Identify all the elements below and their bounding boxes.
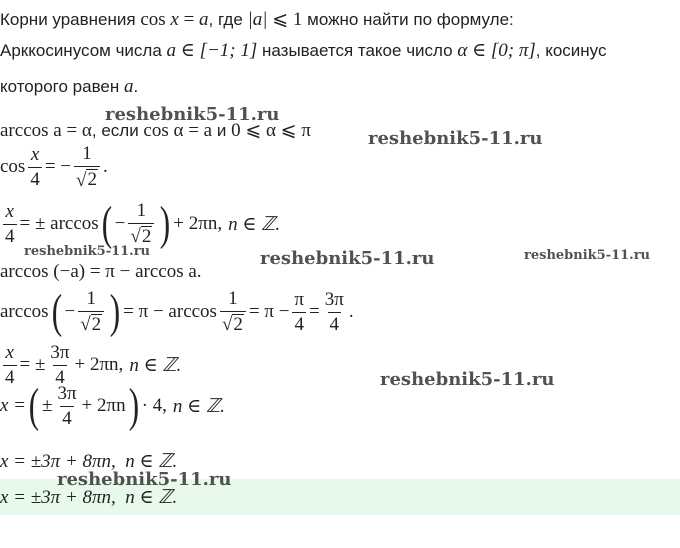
- fraction-3pi-over-4: [323, 290, 346, 335]
- fraction-x-over-4: [3, 202, 17, 247]
- numerator: 1: [82, 143, 92, 164]
- watermark: reshebnik5-11.ru: [260, 248, 435, 269]
- math-tail: + 2πn,: [173, 213, 223, 234]
- numerator: 3π: [324, 288, 344, 310]
- denominator: 4: [329, 313, 340, 335]
- numerator: 1: [228, 287, 238, 309]
- math-arccos: arccos: [0, 301, 49, 322]
- denominator: √ 2: [78, 311, 104, 336]
- intro-line-2: [0, 39, 607, 62]
- equation-step-2: [0, 197, 281, 250]
- right-paren: ): [109, 285, 121, 338]
- numerator: 3π: [57, 382, 77, 404]
- math-eq-arccos: = ± arccos: [19, 213, 99, 234]
- math-minus: −: [64, 301, 76, 322]
- denominator: √ 2: [220, 311, 246, 336]
- intro-line-3: [0, 76, 138, 98]
- math-var-a: a: [199, 9, 209, 30]
- denominator: 4: [55, 366, 65, 388]
- watermark: reshebnik5-11.ru: [105, 104, 280, 125]
- math-minus: −: [114, 213, 126, 234]
- math-range: 0 ⩽ α ⩽ π: [231, 120, 311, 141]
- fraction-1-over-sqrt2: [220, 289, 246, 336]
- radicand: 2: [87, 168, 97, 190]
- equation-step-3: [0, 261, 202, 283]
- math-times-4: · 4,: [141, 395, 167, 416]
- equation-step-1: [0, 144, 108, 191]
- radicand: 2: [233, 313, 243, 335]
- def-text: и: [212, 121, 232, 140]
- math-cos-alpha: cos α = a: [143, 120, 213, 141]
- math-eq: =: [178, 9, 200, 30]
- intro-text: которого равен: [0, 77, 124, 96]
- math-eq: = −: [44, 156, 72, 178]
- denominator: √ 2: [128, 223, 154, 248]
- left-paren: (: [51, 285, 62, 338]
- math-interval-a: a ∈ [−1; 1]: [166, 40, 258, 61]
- numerator: x: [5, 342, 14, 363]
- denominator: 4: [30, 168, 40, 190]
- watermark: reshebnik5-11.ru: [524, 248, 651, 263]
- math-n-in-z: n ∈ ℤ.: [125, 487, 178, 508]
- equation-step-6: [0, 379, 225, 432]
- numerator: x: [5, 200, 14, 222]
- fraction-pi-over-4: [292, 290, 306, 335]
- watermark: reshebnik5-11.ru: [57, 469, 232, 490]
- intro-text: Корни уравнения: [0, 10, 141, 29]
- math-var-a: a: [124, 76, 134, 97]
- denominator: 4: [62, 407, 72, 429]
- left-paren: (: [101, 197, 112, 250]
- math-n-in-z: n ∈ ℤ.: [172, 395, 225, 417]
- math-cos: cos: [140, 9, 166, 30]
- watermark: reshebnik5-11.ru: [380, 369, 555, 390]
- right-paren: ): [160, 197, 171, 250]
- intro-text: называется такое число: [257, 41, 458, 60]
- math-eq-pi-arccos: = π − arccos: [123, 301, 217, 322]
- left-paren: (: [28, 379, 40, 432]
- math-period: .: [348, 301, 354, 322]
- intro-text: можно найти по формуле:: [302, 10, 514, 29]
- math-cos: cos: [0, 156, 26, 178]
- math-pm: ±: [42, 395, 53, 416]
- math-eq: =: [309, 301, 320, 322]
- math-plus-2pin: + 2πn: [81, 395, 126, 416]
- denominator: 4: [294, 313, 304, 335]
- fraction-x-over-4: [28, 145, 42, 190]
- denominator: 4: [5, 366, 15, 388]
- denominator: √ 2: [74, 166, 100, 191]
- intro-text: .: [133, 77, 139, 96]
- fraction-1-over-sqrt2: [128, 201, 154, 248]
- math-var-x: x: [170, 9, 179, 30]
- intro-text: Арккосинусом числа: [0, 41, 167, 60]
- math-answer: x = ±3π + 8πn,: [0, 487, 116, 508]
- math-n-in-z: n ∈ ℤ.: [228, 213, 281, 235]
- denominator: 4: [5, 225, 15, 247]
- math-le-one: ⩽ 1: [267, 9, 303, 30]
- radicand: 2: [91, 313, 102, 335]
- math-n-in-z: n ∈ ℤ.: [129, 354, 182, 376]
- fraction-3pi-over-4: [55, 384, 78, 429]
- def-text: , если: [91, 121, 144, 140]
- fraction-1-over-sqrt2: [78, 289, 104, 336]
- right-paren: ): [128, 379, 139, 432]
- math-eq-pm: = ±: [19, 354, 46, 376]
- numerator: π: [294, 288, 305, 310]
- math-abs-a: |a|: [247, 9, 268, 30]
- fraction-1-over-sqrt2: [74, 144, 100, 191]
- math-arccos-identity: arccos (−a) = π − arccos a.: [0, 261, 202, 282]
- math-n-in-z: n ∈ ℤ.: [125, 451, 178, 472]
- intro-text: , косинус: [535, 41, 607, 60]
- watermark: reshebnik5-11.ru: [24, 244, 151, 259]
- radicand: 2: [141, 225, 152, 247]
- watermark: reshebnik5-11.ru: [368, 128, 543, 149]
- numerator: x: [30, 143, 40, 165]
- intro-text: , где: [208, 10, 248, 29]
- math-interval-alpha: α ∈ [0; π]: [457, 40, 536, 61]
- math-solution: x = ±3π + 8πn,: [0, 451, 116, 472]
- math-x-eq: x =: [0, 395, 27, 416]
- math-tail: + 2πn,: [74, 354, 124, 376]
- math-eq-pi: = π −: [248, 301, 290, 322]
- math-period: .: [102, 156, 108, 178]
- numerator: 3π: [50, 342, 70, 363]
- math-arccos-def: arccos a = α: [0, 120, 92, 141]
- equation-step-4: [0, 285, 354, 338]
- numerator: 1: [86, 287, 96, 309]
- numerator: 1: [136, 199, 147, 221]
- intro-line-1: [0, 8, 514, 31]
